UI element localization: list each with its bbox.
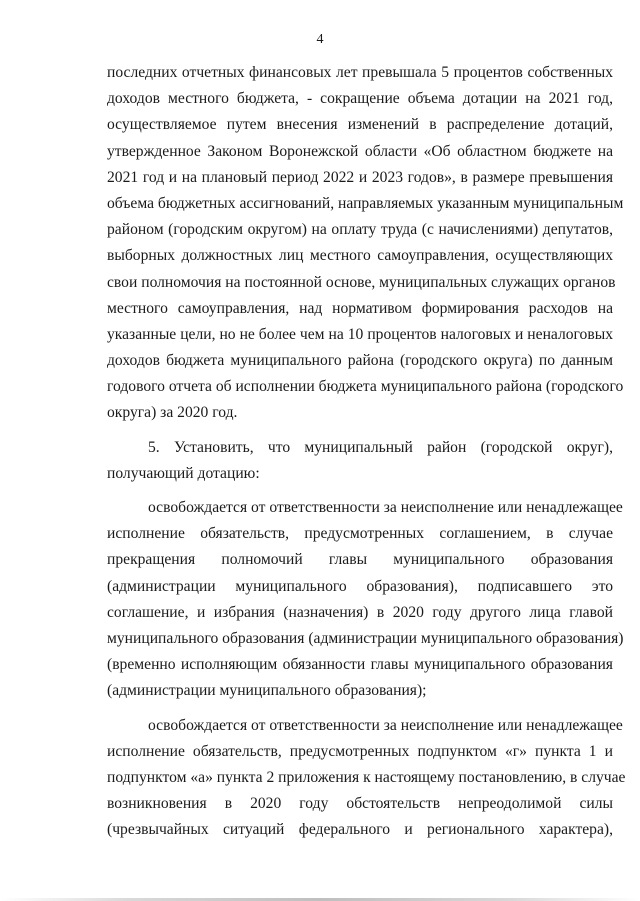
paragraph-spacer bbox=[107, 705, 613, 713]
paragraph-spacer bbox=[107, 427, 613, 435]
text-line: доходов местного бюджета, - сокращение объема дотации на 2021 год, bbox=[107, 90, 613, 108]
paragraph-spacer bbox=[107, 487, 613, 495]
text-line: доходов бюджета муниципального района (городского округа) по данным bbox=[107, 352, 613, 370]
text-line: районом (городским округом) на оплату труда (с начислениями) депутатов, bbox=[107, 221, 613, 239]
text-line: осуществляемое путем внесения изменений в распределение дотаций, bbox=[107, 116, 613, 134]
text-line: соглашение, и избрания (назначения) в 2020 году другого лица главой bbox=[107, 603, 613, 621]
text-line: свои полномочия на постоянной основе, муниципальных служащих органов bbox=[107, 273, 616, 291]
text-line: освобождается от ответственности за неисполнение или ненадлежащее bbox=[148, 716, 623, 734]
text-line: последних отчетных финансовых лет превышала 5 процентов собственных bbox=[107, 64, 613, 81]
text-line: получающий дотацию: bbox=[107, 464, 260, 482]
text-line: утвержденное Законом Воронежской области «Об областном бюджете на bbox=[107, 142, 613, 160]
text-line: освобождается от ответственности за неисполнение или ненадлежащее bbox=[148, 499, 623, 516]
text-line: возникновения в 2020 году обстоятельств непреодолимой силы bbox=[107, 795, 613, 813]
text-line: исполнение обязательств, предусмотренных подпунктом «г» пункта 1 и bbox=[107, 742, 613, 760]
text-line: указанные цели, но не более чем на 10 процентов налоговых и неналоговых bbox=[107, 325, 613, 343]
paragraph-1 bbox=[107, 60, 624, 427]
text-line: 2021 год и на плановый период 2022 и 2023 годов», в размере превышения bbox=[107, 168, 613, 186]
text-line: 5. Установить, что муниципальный район (городской округ), bbox=[148, 438, 613, 456]
paragraph-3 bbox=[107, 495, 624, 705]
text-line: муниципального образования (администрации муниципального образования) bbox=[107, 629, 624, 647]
text-line: прекращения полномочий главы муниципального образования bbox=[107, 551, 613, 569]
text-line: годового отчета об исполнении бюджета муниципального района (городского bbox=[107, 378, 624, 396]
paragraph-2 bbox=[107, 435, 613, 487]
text-line: (администрации муниципального образования); bbox=[107, 682, 427, 700]
text-line: (администрации муниципального образования), подписавшего это bbox=[107, 577, 613, 595]
text-line: округа) за 2020 год. bbox=[107, 404, 238, 422]
text-line: выборных должностных лиц местного самоуправления, осуществляющих bbox=[107, 247, 613, 265]
text-line: объема бюджетных ассигнований, направляемых указанным муниципальным bbox=[107, 194, 624, 212]
text-line: местного самоуправления, над нормативом формирования расходов на bbox=[107, 299, 613, 317]
text-line: (чрезвычайных ситуаций федерального и регионального характера), bbox=[107, 821, 613, 839]
paragraph-4 bbox=[107, 713, 626, 844]
text-line: исполнение обязательств, предусмотренных соглашением, в случае bbox=[107, 525, 613, 543]
page-number: 4 bbox=[316, 32, 324, 47]
text-line: подпунктом «а» пункта 2 приложения к настоящему постановлению, в случае bbox=[107, 768, 626, 786]
text-line: (временно исполняющим обязанности главы муниципального образования bbox=[107, 656, 613, 674]
document-body bbox=[107, 60, 626, 843]
